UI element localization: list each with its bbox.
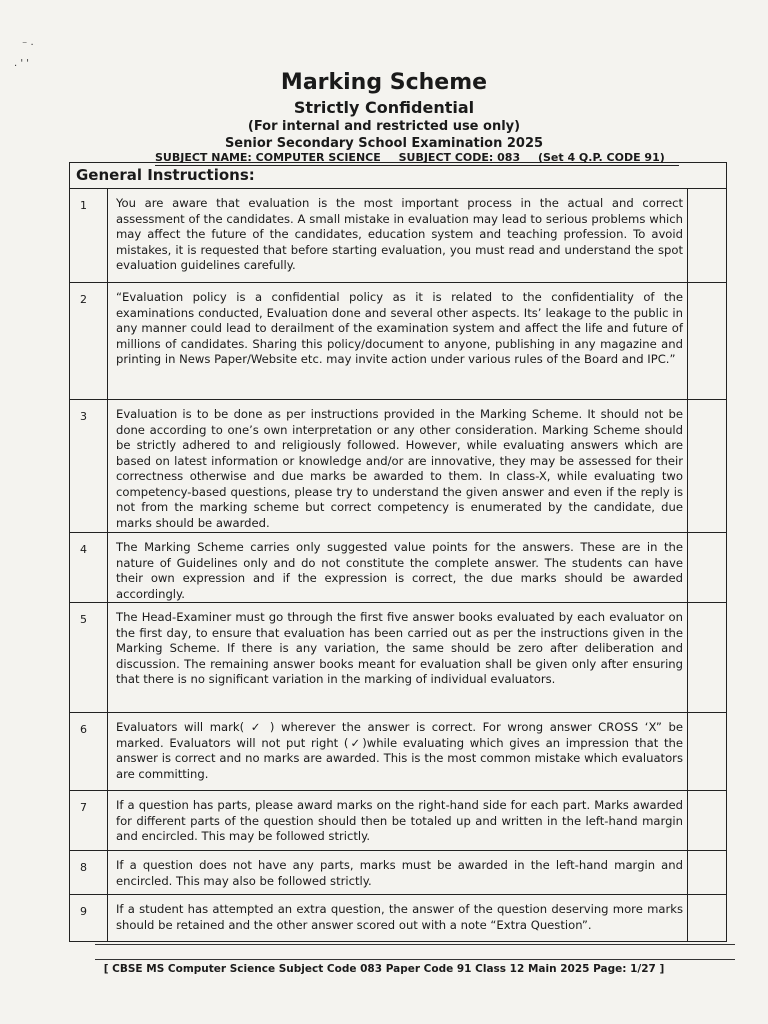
instruction-text: Evaluation is to be done as per instructions provided in the Marking Scheme. It should not be done according to one’s own interpretation or any other consideration. Marking Scheme should be strictly adhered to and religiously followed. However, while evaluating answers which are based on latest information or knowledge and/or are innovative, they may be assessed for their correctness otherwise and due marks be awarded to them. In class-X, while evaluating two competency-based questions, please try to understand the given answer and even if the reply is not from the marking scheme but correct competency is enumerated by the candidate, due marks should be awarded. [116,407,683,530]
instruction-row [70,603,726,713]
marks-column-cell [687,400,726,532]
instruction-text: If a question has parts, please award marks on the right-hand side for each part. Marks awarded for different parts of the question should then be totaled up and written in the left-hand margin and encircled. This may be followed strictly. [116,798,683,843]
marks-column-cell [687,533,726,602]
instruction-text: If a student has attempted an extra question, the answer of the question deserving more marks should be retained and the other answer scored out with a note “Extra Question”. [116,902,683,932]
instruction-text: The Marking Scheme carries only suggested value points for the answers. These are in the nature of Guidelines only and do not constitute the complete answer. The students can have their own expression and if the expression is correct, the due marks should be awarded accordingly. [116,540,683,601]
marks-column-cell [687,895,726,941]
marks-column-cell [687,713,726,790]
marks-column-cell [687,603,726,712]
instruction-number: 5 [70,603,108,712]
instruction-number: 4 [70,533,108,602]
footer-divider [95,944,735,945]
marks-column-cell [687,283,726,399]
instruction-number: 3 [70,400,108,532]
instruction-row [70,400,726,533]
page-subtitle: Strictly Confidential [293,98,475,117]
exam-name: Senior Secondary School Examination 2025 [224,136,544,151]
instruction-text: “Evaluation policy is a confidential policy as it is related to the confidentiality of the examinations conducted, Evaluation done and several other aspects. Its’ leakage to the public in any manner could lead to derailment of the examination system and affect the life and future of millions of candidates. Sharing this policy/document to anyone, publishing in any magazine and printing in News Paper/Website etc. may invite action under various rules of the Board and IPC.” [116,290,683,366]
instruction-row [70,713,726,791]
instruction-number: 8 [70,851,108,894]
instruction-row [70,189,726,283]
instruction-number: 1 [70,189,108,282]
marks-column-cell [687,851,726,894]
set-code: (Set 4 Q.P. CODE 91) [537,151,665,164]
instruction-row [70,851,726,895]
instructions-table [69,162,727,942]
instruction-text: Evaluators will mark( ✓ ) wherever the answer is correct. For wrong answer CROSS ‘X” be marked. Evaluators will not put right (✓)while evaluating which gives an impression that the answer is correct and no marks are awarded. This is the most common mistake which evaluators are committing. [116,720,683,781]
instruction-row [70,791,726,851]
pen-mark: ⁻ · [22,40,34,51]
instruction-text: You are aware that evaluation is the most important process in the actual and correct assessment of the candidates. A small mistake in evaluation may lead to serious problems which may affect the future of the candidates, education system and teaching profession. To avoid mistakes, it is requested that before starting evaluation, you must read and understand the spot evaluation guidelines carefully. [116,196,683,272]
instruction-row [70,283,726,400]
instruction-number: 2 [70,283,108,399]
subject-code: SUBJECT CODE: 083 [398,151,521,164]
footer-divider [95,959,735,960]
page-title: Marking Scheme [280,70,488,95]
instruction-text: If a question does not have any parts, marks must be awarded in the left-hand margin and encircled. This may also be followed strictly. [116,858,683,888]
instruction-row [70,533,726,603]
instruction-row [70,895,726,941]
marks-column-cell [687,791,726,850]
instruction-number: 7 [70,791,108,850]
instruction-number: 6 [70,713,108,790]
instruction-text: The Head-Examiner must go through the first five answer books evaluated by each evaluator on the first day, to ensure that evaluation has been carried out as per the instructions given in the Marking Scheme. If there is any variation, the same should be zero after deliberation and discussion. The remaining answer books meant for evaluation shall be given only after ensuring that there is no significant variation in the marking of individual evaluators. [116,610,683,686]
instruction-number: 9 [70,895,108,941]
page-footer: [ CBSE MS Computer Science Subject Code 083 Paper Code 91 Class 12 Main 2025 Page: 1/27 ] [103,963,665,975]
marks-column-cell [687,189,726,282]
pen-mark: . ' ' [14,58,30,69]
general-instructions-heading: General Instructions: [70,163,726,189]
subject-name: SUBJECT NAME: COMPUTER SCIENCE [155,151,381,164]
restricted-note: (For internal and restricted use only) [247,119,521,134]
